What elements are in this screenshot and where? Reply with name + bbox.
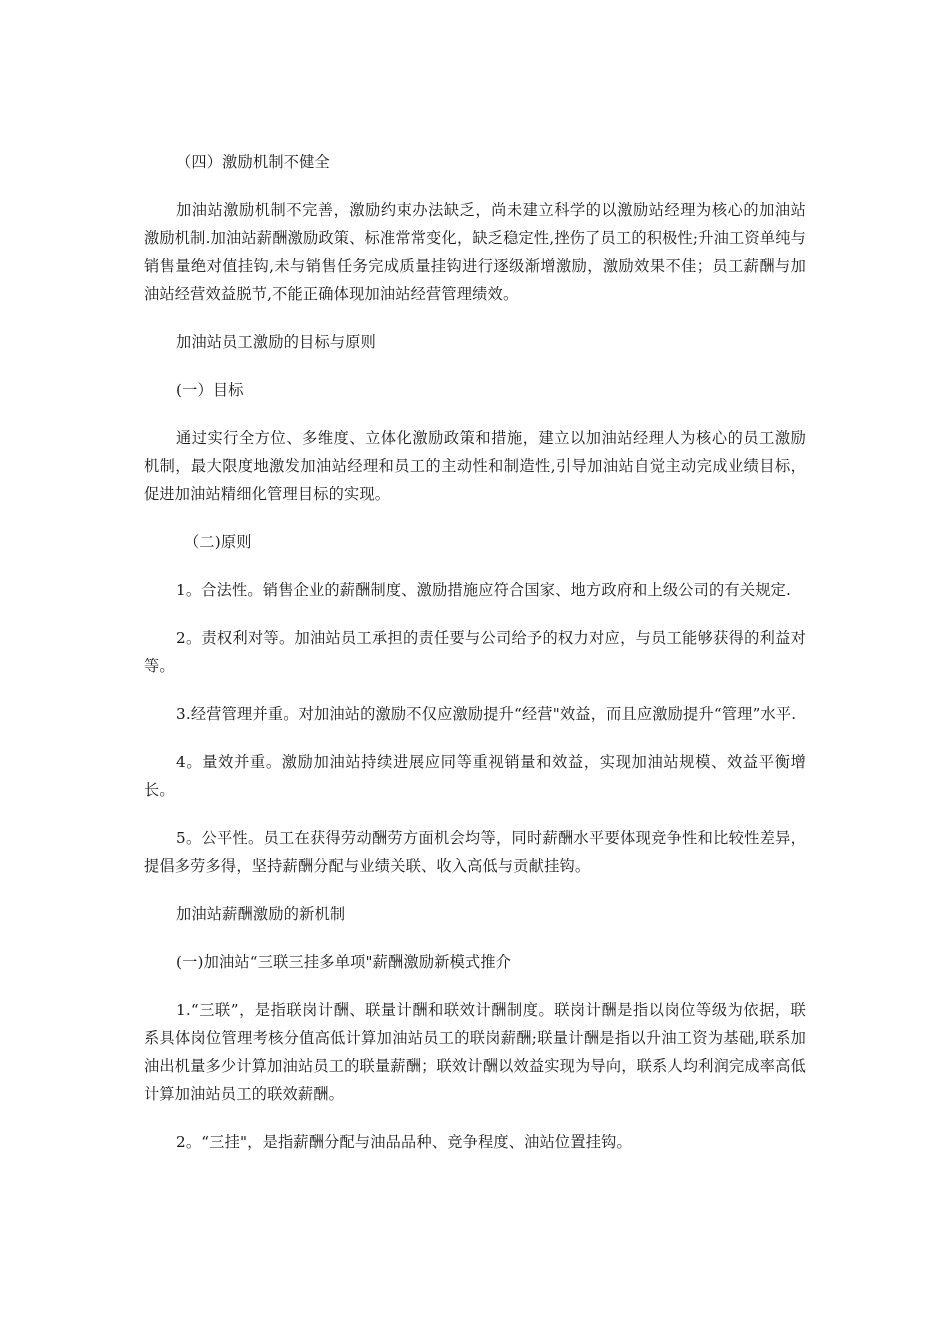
- paragraph-gap: [144, 556, 806, 576]
- model-item: 1.“三联”，是指联岗计酬、联量计酬和联效计酬制度。联岗计酬是指以岗位等级为依据，联系具体岗位管理考核分值高低计算加油站员工的联岗薪酬;联量计酬是指以升油工资为基础,联系加油出机量多少计算加油站员工的联量薪酬；联效计酬以效益实现为导向，联系人均利润完成率高低计算加油站员工的联效薪酬。: [144, 1001, 806, 1103]
- principle-item: 4。量效并重。激励加油站持续进展应同等重视销量和效益，实现加油站规模、效益平衡增长。: [144, 753, 806, 799]
- paragraph-gap: [144, 680, 806, 700]
- subheading-goal: (一）目标: [176, 381, 244, 399]
- body-paragraph: 加油站激励机制不完善，激励约束办法缺乏，尚未建立科学的以激励站经理为核心的加油站激励机制.加油站薪酬激励政策、标准常常变化，缺乏稳定性,挫伤了员工的积极性;升油工资单纯与销售量绝对值挂钩,未与销售任务完成质量挂钩进行逐级渐增激励，激励效果不佳；员工薪酬与加油站经营效益脱节,不能正确体现加油站经营管理绩效。: [144, 201, 806, 303]
- section-heading-incentive-mechanism: （四）激励机制不健全: [176, 153, 330, 171]
- paragraph-gap: [144, 928, 806, 948]
- subheading-principles: （二)原则: [184, 533, 252, 551]
- paragraph-gap: [144, 880, 806, 900]
- paragraph-gap: [144, 728, 806, 748]
- paragraph-gap: [144, 308, 806, 328]
- principle-item: 2。责权利对等。加油站员工承担的责任要与公司给予的权力对应，与员工能够获得的利益对等。: [144, 629, 806, 675]
- subheading-new-model: (一)加油站“三联三挂多单项"薪酬激励新模式推介: [176, 953, 512, 971]
- principle-item: 3.经营管理并重。对加油站的激励不仅应激励提升“经营"效益，而且应激励提升“管理”水平.: [176, 705, 797, 723]
- paragraph-gap: [144, 976, 806, 996]
- body-paragraph: 通过实行全方位、多维度、立体化激励政策和措施，建立以加油站经理人为核心的员工激励机制，最大限度地激发加油站经理和员工的主动性和制造性,引导加油站自觉主动完成业绩目标，促进加油站精细化管理目标的实现。: [144, 429, 806, 503]
- paragraph-gap: [144, 1108, 806, 1128]
- principle-item: 5。公平性。员工在获得劳动酬劳方面机会均等，同时薪酬水平要体现竞争性和比较性差异，提倡多劳多得，坚持薪酬分配与业绩关联、收入高低与贡献挂钩。: [144, 829, 806, 875]
- paragraph-gap: [144, 604, 806, 624]
- document-body: [144, 148, 806, 1156]
- paragraph-gap: [144, 508, 806, 528]
- paragraph-gap: [144, 176, 806, 196]
- section-heading-goals-principles: 加油站员工激励的目标与原则: [176, 333, 377, 351]
- paragraph-gap: [144, 804, 806, 824]
- paragraph-gap: [144, 356, 806, 376]
- section-heading-new-mechanism: 加油站薪酬激励的新机制: [176, 905, 346, 923]
- model-item: 2。“三挂"，是指薪酬分配与油品品种、竞争程度、油站位置挂钩。: [176, 1133, 632, 1151]
- paragraph-gap: [144, 404, 806, 424]
- principle-item: 1。合法性。销售企业的薪酬制度、激励措施应符合国家、地方政府和上级公司的有关规定.: [176, 581, 792, 599]
